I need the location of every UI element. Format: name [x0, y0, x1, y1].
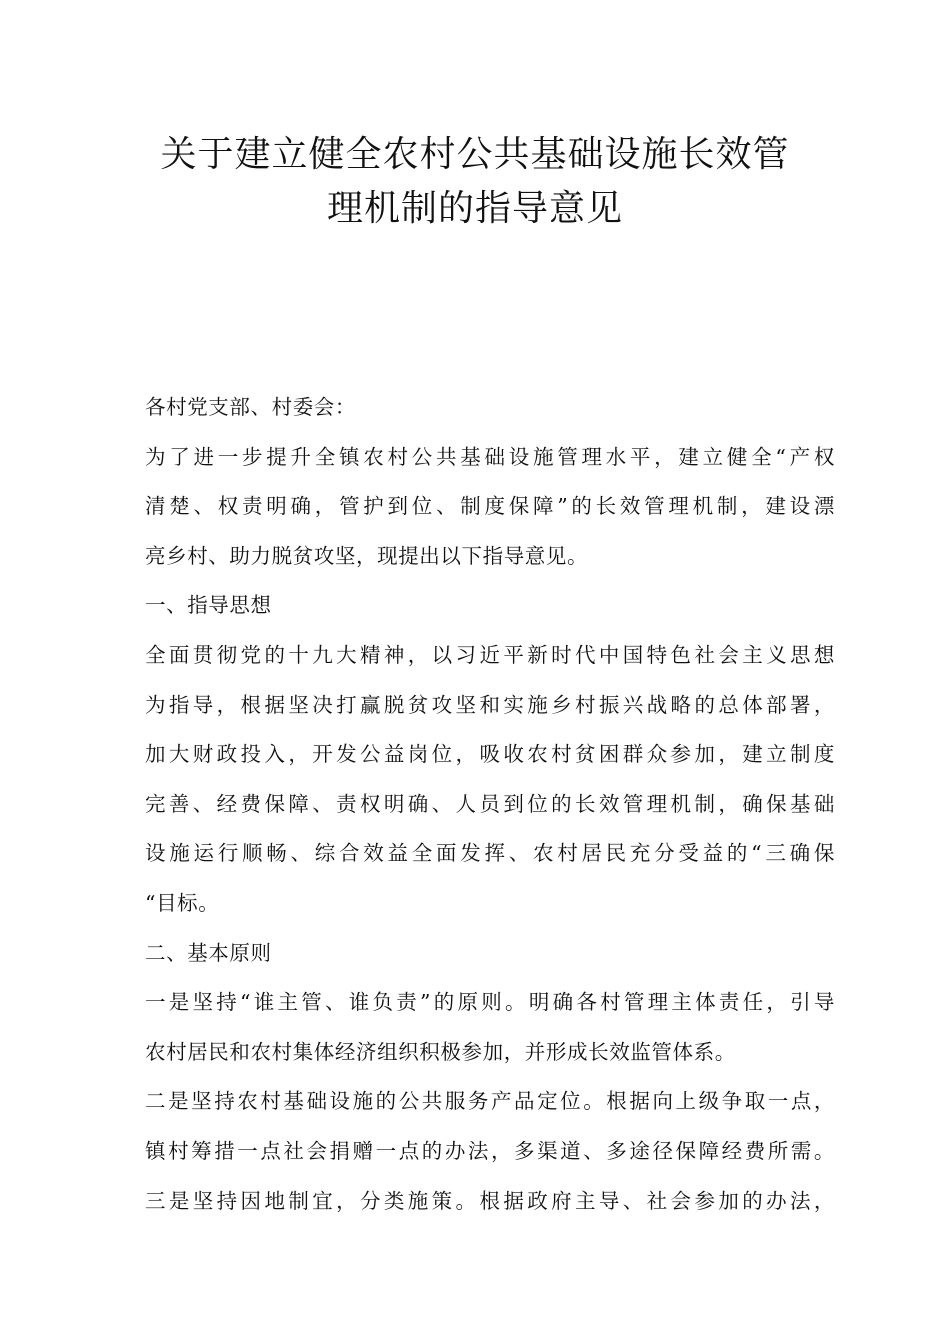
- text-line: 一是坚持“谁主管、谁负责”的原则。明确各村管理主体责任，引导: [145, 990, 835, 1015]
- salutation-line: 各村党支部、村委会：: [145, 395, 356, 419]
- text-line: 清楚、权责明确，管护到位、制度保障”的长效管理机制，建设漂: [145, 494, 835, 519]
- text-line: 二是坚持农村基础设施的公共服务产品定位。根据向上级争取一点，: [145, 1089, 835, 1114]
- text-line: 完善、经费保障、责权明确、人员到位的长效管理机制，确保基础: [145, 791, 835, 816]
- text-line: 镇村筹措一点社会捐赠一点的办法，多渠道、多途径保障经费所需。: [145, 1138, 835, 1163]
- document-body: [145, 383, 835, 1226]
- section-heading: 一、指导思想: [145, 593, 272, 618]
- text-line: 亮乡村、助力脱贫攻坚，现提出以下指导意见。: [145, 543, 589, 568]
- text-line: 全面贯彻党的十九大精神，以习近平新时代中国特色社会主义思想: [145, 642, 835, 667]
- text-line: 三是坚持因地制宜，分类施策。根据政府主导、社会参加的办法，: [145, 1188, 835, 1213]
- text-line: 为了进一步提升全镇农村公共基础设施管理水平，建立健全“产权: [145, 444, 835, 469]
- title-line-2: 理机制的指导意见: [326, 188, 623, 229]
- text-line: 设施运行顺畅、综合效益全面发挥、农村居民充分受益的“三确保: [145, 841, 835, 866]
- section-heading: 二、基本原则: [145, 940, 272, 965]
- text-line: 农村居民和农村集体经济组织积极参加，并形成长效监管体系。: [145, 1039, 736, 1064]
- document-title: [100, 128, 850, 236]
- text-line: 加大财政投入，开发公益岗位，吸收农村贫困群众参加，建立制度: [145, 742, 835, 767]
- text-line: 为指导，根据坚决打赢脱贫攻坚和实施乡村振兴战略的总体部署，: [145, 692, 835, 717]
- text-line: “目标。: [145, 890, 220, 915]
- title-line-1: 关于建立健全农村公共基础设施长效管: [160, 134, 790, 175]
